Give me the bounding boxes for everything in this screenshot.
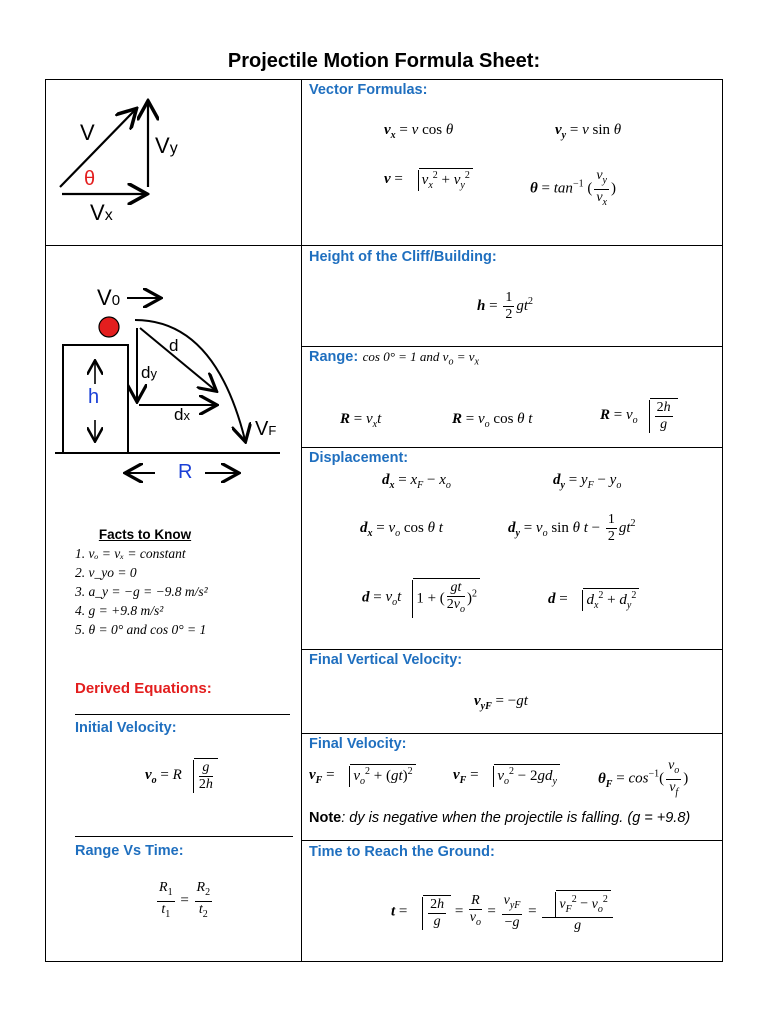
displacement-heading: Displacement: — [309, 450, 409, 466]
note-text: Note: dy is negative when the projectile is falling. (g = +9.8) — [309, 810, 691, 826]
divider-line — [75, 714, 290, 715]
height-formula: h = $\frac{1}{2}$ $gt^2$ — [477, 290, 533, 322]
d-time-formula: $d = v_ot$ 1 + ( $\frac{gt}{2v_o}$ )$^2$ — [362, 578, 480, 618]
dx-formula: $d_x = x_F - x_o$ — [382, 472, 451, 491]
vector-diagram — [50, 95, 250, 235]
row-divider — [301, 245, 723, 246]
fact-item: 2. v_yo = 0 — [75, 565, 137, 580]
divider-line — [75, 836, 293, 837]
dy-time-formula: $d_y = v_o$ sin θ t − $\frac{1}{2}$ $gt^2$ — [508, 512, 636, 544]
vf-label: VF — [255, 418, 277, 440]
row-divider — [301, 346, 723, 347]
vx-formula: $v_x = v$ cos θ — [384, 122, 454, 141]
range-formula-2: $R = v_o$ cos θ t — [452, 411, 533, 430]
initial-velocity-heading: Initial Velocity: — [75, 720, 177, 736]
range-vs-time-heading: Range Vs Time: — [75, 843, 184, 859]
theta-f-formula: $\theta_F = \cos^{-1}$( $\frac{v_o}{v_f}$ ) — [598, 758, 689, 798]
d-label: d — [169, 336, 179, 355]
vx-label: Vx — [90, 200, 113, 225]
range-note: cos 0° = 1 and $v_o = v_x$ — [362, 349, 479, 368]
dy-label: dy — [141, 363, 157, 382]
theta-label: θ — [84, 168, 96, 190]
range-vs-time-formula: $\frac{R_1}{t_1}$ = $\frac{R_2}{t_2}$ — [159, 880, 211, 920]
dy-formula: $d_y = y_F - y_o$ — [553, 472, 622, 491]
vf-formula-2: $v_F = v_o^2 - 2gd_y$ — [453, 764, 560, 787]
row-divider — [301, 733, 723, 734]
fact-item: 1. vₒ = vₓ = constant — [75, 546, 186, 561]
range-formula-1: $R = v_xt$ — [340, 411, 382, 430]
derived-heading: Derived Equations: — [75, 680, 212, 697]
vector-formulas-heading: Vector Formulas: — [309, 82, 428, 98]
theta-formula: $\theta = \tan^{-1}$ ( $\frac{v_y}{v_x}$ ) — [530, 168, 616, 208]
fact-item: 4. g = +9.8 m/s² — [75, 603, 164, 618]
row-divider — [301, 840, 723, 841]
v-label: V — [80, 120, 95, 145]
vyf-formula: $v_{yF} = -gt$ — [474, 693, 528, 712]
fact-item: 3. a_y = −g = −9.8 m/s² — [75, 584, 208, 599]
row-divider — [301, 649, 723, 650]
d-magnitude-formula: $d = d_x^2 + d_y^2$ — [548, 588, 639, 611]
row-divider — [301, 447, 723, 448]
vf-formula-1: $v_F = v_o^2 + (gt)^2$ — [309, 764, 416, 787]
vy-formula: $v_y = v$ sin θ — [555, 122, 622, 141]
projectile-ball — [99, 317, 119, 337]
row-divider — [45, 245, 302, 246]
v-magnitude-formula: $v = v_x^2 + v_y^2$ — [384, 168, 473, 191]
height-heading: Height of the Cliff/Building: — [309, 249, 497, 265]
final-vertical-heading: Final Vertical Velocity: — [309, 652, 463, 668]
range-row — [309, 348, 479, 368]
column-divider — [301, 79, 302, 962]
page-title: Projectile Motion Formula Sheet: — [227, 50, 541, 72]
range-heading: Range: — [309, 349, 359, 365]
facts-heading: Facts to Know — [98, 527, 192, 542]
fact-item: 5. θ = 0° and cos 0° = 1 — [75, 622, 207, 637]
vy-label: Vy — [155, 133, 178, 158]
h-label: h — [88, 386, 100, 408]
range-formula-3: $R = v_o$ $\frac{2h}{g}$ — [600, 398, 678, 433]
time-formula: t = $\frac{2h}{g}$ = $\frac{R}{v_o}$ = $\frac{v_{yF}}{-g}$ = $\frac{v_F^2 - v_o^2}{g}$ — [391, 890, 615, 934]
time-to-ground-heading: Time to Reach the Ground: — [309, 844, 495, 860]
r-label: R — [178, 461, 193, 483]
v0-label: V0 — [97, 285, 121, 310]
resultant-vector-arrow — [60, 110, 135, 187]
facts-to-know — [75, 527, 215, 639]
final-velocity-heading: Final Velocity: — [309, 736, 407, 752]
dx-label: dx — [174, 405, 190, 424]
dx-time-formula: $d_x = v_o$ cos θ t — [360, 520, 443, 539]
initial-velocity-formula: $v_o = R$ $\frac{g}{2h}$ — [145, 758, 218, 793]
